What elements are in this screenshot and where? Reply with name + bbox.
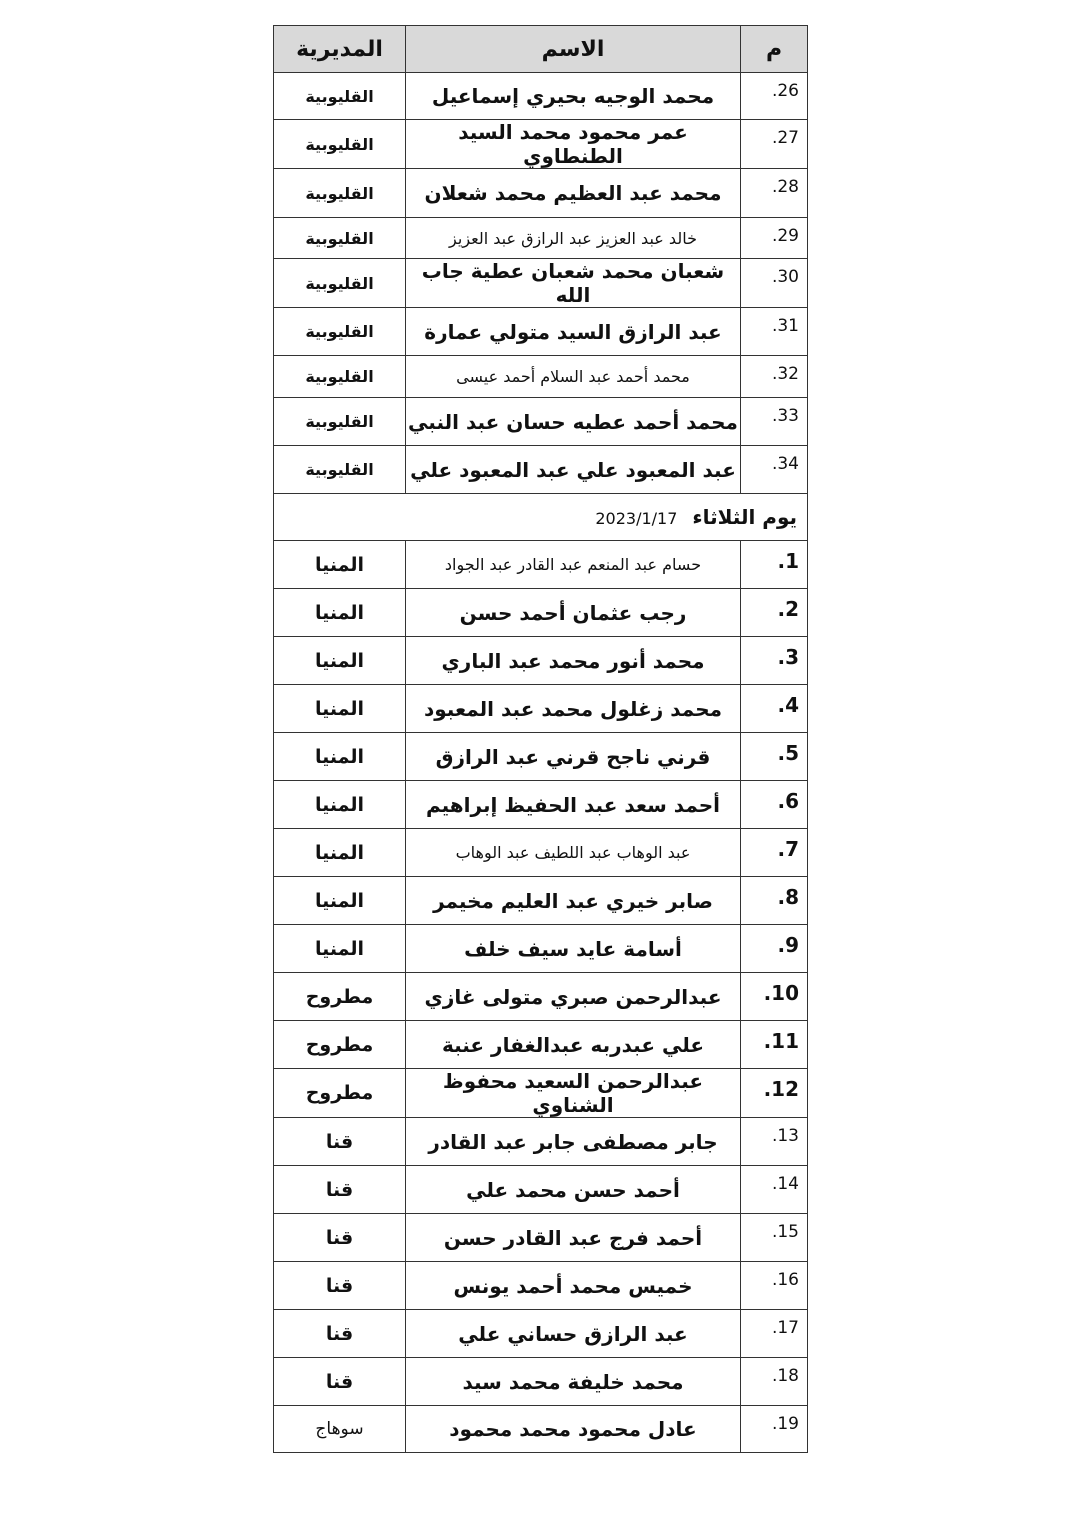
row-number: .30 <box>741 259 808 308</box>
table-row <box>274 829 808 877</box>
row-directorate: المنيا <box>274 781 406 829</box>
row-name: عبد الرازق حساني علي <box>406 1310 741 1358</box>
row-directorate: المنيا <box>274 877 406 925</box>
row-directorate: القليوبية <box>274 446 406 494</box>
row-name: قرني ناجح قرني عبد الرازق <box>406 733 741 781</box>
row-name: صابر خيري عبد العليم مخيمر <box>406 877 741 925</box>
table-row <box>274 589 808 637</box>
table-row <box>274 218 808 259</box>
row-name: أحمد حسن محمد علي <box>406 1166 741 1214</box>
row-number: .32 <box>741 356 808 398</box>
row-directorate: قنا <box>274 1214 406 1262</box>
row-number: .10 <box>741 973 808 1021</box>
table-row <box>274 1118 808 1166</box>
row-name: عبد المعبود علي عبد المعبود علي <box>406 446 741 494</box>
table-row <box>274 685 808 733</box>
row-name: جابر مصطفى جابر عبد القادر <box>406 1118 741 1166</box>
row-directorate: القليوبية <box>274 73 406 120</box>
table-row <box>274 781 808 829</box>
row-number: .18 <box>741 1358 808 1406</box>
row-number: .1 <box>741 541 808 589</box>
row-name: محمد خليفة محمد سيد <box>406 1358 741 1406</box>
row-directorate: القليوبية <box>274 120 406 169</box>
table-row <box>274 877 808 925</box>
row-directorate: المنيا <box>274 829 406 877</box>
row-number: .11 <box>741 1021 808 1069</box>
row-name: محمد عبد العظيم محمد شعلان <box>406 169 741 218</box>
row-directorate: قنا <box>274 1262 406 1310</box>
row-number: .33 <box>741 398 808 446</box>
row-name: علي عبدربه عبدالغفار عنبة <box>406 1021 741 1069</box>
table-row <box>274 637 808 685</box>
row-name: حسام عبد المنعم عبد القادر عبد الجواد <box>406 541 741 589</box>
table-row <box>274 120 808 169</box>
row-name: عادل محمود محمد محمود <box>406 1406 741 1453</box>
row-number: .34 <box>741 446 808 494</box>
row-directorate: قنا <box>274 1166 406 1214</box>
row-number: .13 <box>741 1118 808 1166</box>
row-name: محمد الوجيه بحيري إسماعيل <box>406 73 741 120</box>
row-name: محمد أحمد عبد السلام أحمد عيسى <box>406 356 741 398</box>
names-table <box>273 25 808 1453</box>
table-row <box>274 1310 808 1358</box>
row-number: .26 <box>741 73 808 120</box>
header-num: م <box>741 26 808 73</box>
table-row <box>274 541 808 589</box>
row-number: .6 <box>741 781 808 829</box>
row-number: .12 <box>741 1069 808 1118</box>
row-directorate: المنيا <box>274 637 406 685</box>
row-directorate: القليوبية <box>274 169 406 218</box>
table-row <box>274 398 808 446</box>
row-directorate: القليوبية <box>274 218 406 259</box>
table-row <box>274 1406 808 1453</box>
header-name: الاسم <box>406 26 741 73</box>
section-day: يوم الثلاثاء <box>692 505 797 529</box>
row-directorate: المنيا <box>274 685 406 733</box>
group1-body <box>274 73 808 494</box>
row-directorate: القليوبية <box>274 356 406 398</box>
table-row <box>274 733 808 781</box>
row-directorate: القليوبية <box>274 259 406 308</box>
table-row <box>274 446 808 494</box>
row-name: خميس محمد أحمد يونس <box>406 1262 741 1310</box>
row-number: .5 <box>741 733 808 781</box>
table-row <box>274 1069 808 1118</box>
table-row <box>274 1214 808 1262</box>
row-directorate: المنيا <box>274 589 406 637</box>
row-directorate: القليوبية <box>274 308 406 356</box>
row-number: .7 <box>741 829 808 877</box>
row-number: .31 <box>741 308 808 356</box>
row-number: .14 <box>741 1166 808 1214</box>
table-row <box>274 1021 808 1069</box>
row-number: .2 <box>741 589 808 637</box>
row-name: رجب عثمان أحمد حسن <box>406 589 741 637</box>
row-directorate: القليوبية <box>274 398 406 446</box>
table-row <box>274 259 808 308</box>
row-directorate: قنا <box>274 1118 406 1166</box>
table-row <box>274 973 808 1021</box>
row-name: عبدالرحمن صبري متولى غازي <box>406 973 741 1021</box>
row-name: خالد عبد العزيز عبد الرازق عبد العزيز <box>406 218 741 259</box>
section-body <box>274 494 808 541</box>
row-number: .8 <box>741 877 808 925</box>
row-number: .29 <box>741 218 808 259</box>
row-name: عبد الوهاب عبد اللطيف عبد الوهاب <box>406 829 741 877</box>
row-number: .15 <box>741 1214 808 1262</box>
row-directorate: المنيا <box>274 541 406 589</box>
table-row <box>274 1262 808 1310</box>
table-row <box>274 1358 808 1406</box>
row-name: عمر محمود محمد السيد الطنطاوي <box>406 120 741 169</box>
row-number: .16 <box>741 1262 808 1310</box>
table-row <box>274 925 808 973</box>
row-name: أسامة عايد سيف خلف <box>406 925 741 973</box>
row-number: .3 <box>741 637 808 685</box>
section-row <box>274 494 808 541</box>
row-name: عبد الرازق السيد متولي عمارة <box>406 308 741 356</box>
row-directorate: مطروح <box>274 1069 406 1118</box>
table-row <box>274 356 808 398</box>
row-directorate: مطروح <box>274 973 406 1021</box>
row-number: .27 <box>741 120 808 169</box>
header-directorate: المديرية <box>274 26 406 73</box>
table-row <box>274 169 808 218</box>
row-directorate: مطروح <box>274 1021 406 1069</box>
row-directorate: قنا <box>274 1358 406 1406</box>
row-name: أحمد فرج عبد القادر حسن <box>406 1214 741 1262</box>
row-directorate: المنيا <box>274 733 406 781</box>
section-date: 2023/1/17 <box>595 509 678 528</box>
row-name: محمد أحمد عطيه حسان عبد النبي <box>406 398 741 446</box>
row-number: .9 <box>741 925 808 973</box>
row-name: محمد زغلول محمد عبد المعبود <box>406 685 741 733</box>
row-number: .4 <box>741 685 808 733</box>
row-directorate: سوهاج <box>274 1406 406 1453</box>
row-directorate: المنيا <box>274 925 406 973</box>
row-number: .17 <box>741 1310 808 1358</box>
table-row <box>274 73 808 120</box>
row-number: .19 <box>741 1406 808 1453</box>
row-directorate: قنا <box>274 1310 406 1358</box>
row-name: شعبان محمد شعبان عطية جاب الله <box>406 259 741 308</box>
table-row <box>274 308 808 356</box>
table-header-row <box>274 26 808 73</box>
row-number: .28 <box>741 169 808 218</box>
group2-body <box>274 541 808 1453</box>
row-name: محمد أنور محمد عبد الباري <box>406 637 741 685</box>
row-name: أحمد سعد عبد الحفيظ إبراهيم <box>406 781 741 829</box>
table-row <box>274 1166 808 1214</box>
row-name: عبدالرحمن السعيد محفوظ الشناوي <box>406 1069 741 1118</box>
